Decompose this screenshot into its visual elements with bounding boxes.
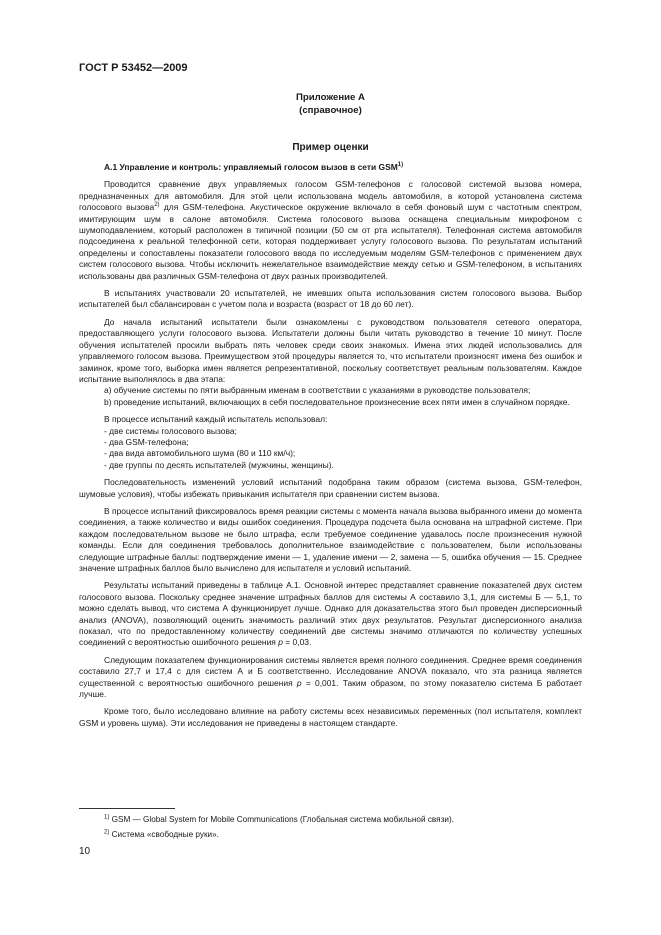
paragraph-text: для GSM-телефона. Акустическое окружение включало в себя фоновый шум с частотным спектром, имитирующим шум в салоне автомобиля. Система голосового вызова оснащена специальным микрофоном с шумоподавлением, который расположен в типичной позиции (50 см от рта испытателя). Телефонная система автомобиля подсоединена к реальной телефонной сети, которая поддерживает услугу голосового вызова. По результатам испытаний определены и сопоставлены показатели голосового ввода по исследуемым моделям GSM-телефонов с применением двух систем голосового вызова. Чтобы исключить нежелательное взаимодействие между сетью и GSM-телефоном, в испытаниях использованы два различных GSM-телефона от двух разных производителей. (79, 202, 582, 281)
section-title: Пример оценки (292, 142, 369, 153)
paragraph (79, 580, 582, 648)
footnote-ref: 1) (397, 162, 404, 169)
paragraph: Последовательность изменений условий испытаний подобрана таким образом (система вызова, GSM-телефон, шумовые условия), чтобы избежать привыкания испытателя при сравнении систем вызова. (79, 477, 582, 499)
footnote-2 (104, 828, 582, 843)
list-item: - две группы по десять испытателей (мужчины, женщины). (104, 459, 334, 470)
footnote-text: Система «свободные руки». (109, 829, 219, 839)
paragraph-text: = 0,001. Таким образом, по этому показателю система Б работает лучше. (79, 677, 582, 700)
paragraph-text: = 0,03. (282, 637, 312, 648)
document-body (79, 162, 582, 729)
paragraph (79, 655, 582, 701)
footnotes (104, 813, 582, 842)
paragraph-text: Результаты испытаний приведены в таблице А.1. Основной интерес представляет сравнение показателей двух систем голосового вызова. Поскольку среднее значение штрафных баллов для системы А составило 3,1, для системы Б — 5,1, то можно сделать вывод, что система А функционирует лучше. Однако для доказательства этого был проведен дисперсионный анализ (ANOVA), позволяющий оценить значимость различий этих двух результатов. Результат дисперсионного анализа показал, что по предоставленному количеству соединений две системы значимо отличаются по количеству успешных соединений с вероятностью ошибочного решения (79, 580, 582, 648)
footnote-mark: 1) (104, 814, 110, 821)
footnote-ref: 2) (154, 202, 160, 209)
paragraph: Кроме того, было исследовано влияние на работу системы всех независимых переменных (пол испытателя, комплект GSM и уровень шума). Эти исследования не приведены в настоящем стандарте. (79, 706, 582, 728)
paragraph (79, 179, 582, 282)
list-item: a) обучение системы по пяти выбранным именам в соответствии с указаниями в руководстве пользователя; (104, 385, 531, 396)
appendix-subtitle: (справочное) (299, 104, 362, 116)
list-item: b) проведение испытаний, включающих в себя последовательное произнесение всех пяти имен в случайном порядке. (104, 396, 570, 407)
paragraph: В испытаниях участвовали 20 испытателей, не имевших опыта использования систем голосового вызова. Выбор испытателей был сбалансирован с учетом пола и возраста (возраст от 18 до 60 лет). (79, 288, 582, 310)
list-item: - два GSM-телефона; (104, 436, 189, 447)
page-number: 10 (79, 846, 91, 857)
footnote-1 (104, 813, 582, 828)
paragraph: До начала испытаний испытатели были ознакомлены с руководством пользователя сетевого оператора, предоставляющего услуги голосового вызова. Испытатели должны были читать руководство в течение 10 минут. После обучения испытателей просили выбрать пять человек среди своих знакомых. Имена этих людей использовались для управляемого голосом вызова. Преимуществом этой процедуры является то, что испытатели произносят имена без ошибок и заминок, кроме того, выборка имен является репрезентативной, поскольку соответствует реальным пользователям. Каждое испытание выполнялось в два этапа: (79, 316, 582, 384)
footnote-text: GSM — Global System for Mobile Communications (Глобальная система мобильной связи). (109, 815, 454, 824)
subsection-title (79, 162, 582, 173)
paragraph: В процессе испытаний фиксировалось время реакции системы с момента начала вызова выбранного имени до момента соединения, а также количество и виды ошибок соединения. Процедура подсчета была основана на штрафной системе. При каждом последовательном вызове не было штрафа, если требуемое соединение удавалось после произнесения нужной команды. Если для соединения требовалось дополнительное взаимодействие с пользователем, были использованы следующие штрафные баллы: подтверждение имени — 1, удаление имени — 2, замена — 5, ошибка обучения — 15. Среднее значение штрафных баллов было вычислено для испытателя и условий испытаний. (79, 505, 582, 573)
footnote-divider (79, 808, 175, 809)
paragraph-text: Проводится сравнение двух управляемых голосом GSM-телефонов с голосовой системой вызова номера, предназначенных для автомобиля. Для этой цели использована модель автомобиля, в которой установлена система голосового вызова (79, 179, 582, 213)
list-item: - два вида автомобильного шума (80 и 110 км/ч); (104, 448, 296, 459)
footnote-mark: 2) (104, 828, 110, 835)
paragraph: В процессе испытаний каждый испытатель использовал: (104, 414, 328, 425)
variable-p: p (278, 637, 283, 648)
appendix-heading (79, 92, 582, 117)
subsection-title-text: А.1 Управление и контроль: управляемый голосом вызов в сети GSM (104, 162, 398, 172)
list-item: - две системы голосового вызова; (104, 425, 237, 436)
paragraph-text: Следующим показателем функционирования системы является время полного соединения. Среднее время соединения составило 27,7 и 17,4 с для систем А и Б соответственно. Исследование ANOVA показало, что эта разница является существенной с вероятностью ошибочного решения (79, 654, 582, 688)
variable-p: p (296, 677, 302, 688)
appendix-title: Приложение А (296, 92, 365, 103)
document-header: ГОСТ Р 53452—2009 (79, 62, 188, 74)
